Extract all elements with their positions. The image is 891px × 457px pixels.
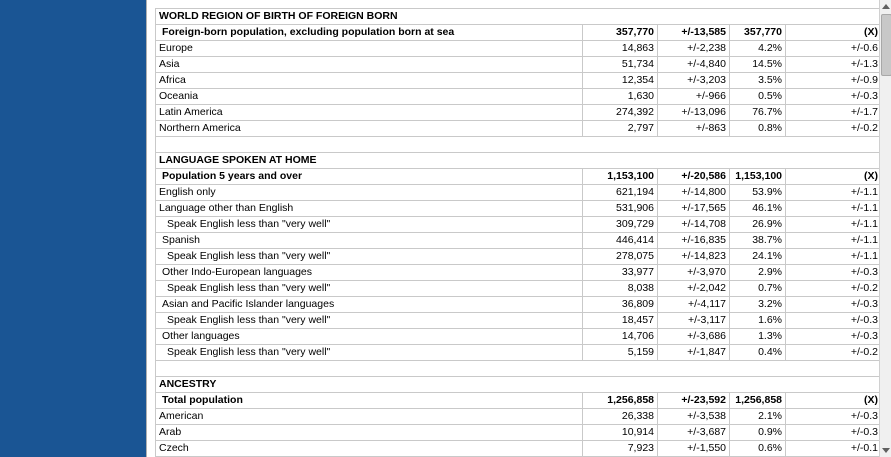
table-row [156,297,881,313]
table-row [156,217,881,233]
row-estimate: 10,914 [583,425,658,441]
row-estimate: 7,923 [583,441,658,457]
section-header-row [156,393,881,409]
row-percent: 0.5% [730,89,786,105]
row-margin-of-error: +/-3,686 [658,329,730,345]
row-margin-of-error: +/-3,538 [658,409,730,425]
row-label: Czech [156,441,583,457]
table-row [156,41,881,57]
row-percent-margin-of-error: +/-1.1 [786,185,881,201]
row-estimate: 18,457 [583,313,658,329]
section-header-row [156,169,881,185]
row-percent-margin-of-error: +/-1.1 [786,249,881,265]
row-label: Arab [156,425,583,441]
row-label: Speak English less than "very well" [156,313,583,329]
table-row [156,121,881,137]
row-label: Other languages [156,329,583,345]
row-percent: 2.1% [730,409,786,425]
scroll-down-icon[interactable] [882,448,890,453]
table-row [156,105,881,121]
spacer-cell [156,361,881,377]
row-percent: 0.9% [730,425,786,441]
row-estimate: 5,159 [583,345,658,361]
row-margin-of-error: +/-17,565 [658,201,730,217]
row-percent-margin-of-error: +/-1.1 [786,233,881,249]
row-label: Latin America [156,105,583,121]
row-label: Oceania [156,89,583,105]
row-estimate: 12,354 [583,73,658,89]
row-percent: 24.1% [730,249,786,265]
row-label: Europe [156,41,583,57]
spacer-cell [156,137,881,153]
table-row [156,233,881,249]
row-margin-of-error: +/-16,835 [658,233,730,249]
row-margin-of-error: +/-3,117 [658,313,730,329]
table-row [156,249,881,265]
row-margin-of-error: +/-4,840 [658,57,730,73]
row-label: Africa [156,73,583,89]
row-percent: 38.7% [730,233,786,249]
header-estimate: 357,770 [583,25,658,41]
row-percent-margin-of-error: +/-0.3 [786,425,881,441]
header-margin-of-error: +/-13,585 [658,25,730,41]
row-percent-margin-of-error: +/-0.3 [786,297,881,313]
row-percent: 3.5% [730,73,786,89]
row-percent: 3.2% [730,297,786,313]
header-label: Population 5 years and over [156,169,583,185]
section-spacer [156,361,881,377]
row-percent: 0.4% [730,345,786,361]
table-row [156,281,881,297]
row-estimate: 309,729 [583,217,658,233]
row-percent: 76.7% [730,105,786,121]
table-row [156,329,881,345]
table-row [156,345,881,361]
row-label: English only [156,185,583,201]
row-percent: 0.7% [730,281,786,297]
row-percent: 14.5% [730,57,786,73]
table-row [156,73,881,89]
row-margin-of-error: +/-1,847 [658,345,730,361]
row-label: Asian and Pacific Islander languages [156,297,583,313]
row-estimate: 278,075 [583,249,658,265]
table-row [156,441,881,457]
section-header-row [156,25,881,41]
row-margin-of-error: +/-14,708 [658,217,730,233]
header-margin-of-error: +/-23,592 [658,393,730,409]
row-margin-of-error: +/-966 [658,89,730,105]
header-percent-margin-of-error: (X) [786,393,881,409]
header-estimate: 1,153,100 [583,169,658,185]
section-title-row [156,9,881,25]
row-percent: 1.6% [730,313,786,329]
row-estimate: 531,906 [583,201,658,217]
row-percent: 46.1% [730,201,786,217]
row-percent-margin-of-error: +/-0.3 [786,89,881,105]
row-margin-of-error: +/-14,800 [658,185,730,201]
data-table [155,8,880,457]
row-percent-margin-of-error: +/-0.3 [786,329,881,345]
header-margin-of-error: +/-20,586 [658,169,730,185]
row-percent: 53.9% [730,185,786,201]
row-estimate: 14,863 [583,41,658,57]
row-label: American [156,409,583,425]
row-percent-margin-of-error: +/-0.2 [786,345,881,361]
row-estimate: 2,797 [583,121,658,137]
header-percent: 1,153,100 [730,169,786,185]
section-spacer [156,137,881,153]
row-estimate: 1,630 [583,89,658,105]
table-row [156,265,881,281]
row-percent-margin-of-error: +/-1.1 [786,201,881,217]
header-percent: 1,256,858 [730,393,786,409]
row-margin-of-error: +/-3,687 [658,425,730,441]
row-label: Northern America [156,121,583,137]
data-table-container [146,0,880,457]
left-sidebar [0,0,146,457]
section-title: ANCESTRY [156,377,881,393]
header-label: Foreign-born population, excluding population born at sea [156,25,583,41]
row-percent-margin-of-error: +/-0.1 [786,441,881,457]
row-percent-margin-of-error: +/-0.3 [786,265,881,281]
row-percent-margin-of-error: +/-0.6 [786,41,881,57]
row-estimate: 51,734 [583,57,658,73]
row-margin-of-error: +/-3,203 [658,73,730,89]
row-estimate: 33,977 [583,265,658,281]
row-percent-margin-of-error: +/-0.2 [786,281,881,297]
row-margin-of-error: +/-14,823 [658,249,730,265]
scroll-up-icon[interactable] [882,4,890,9]
row-percent: 0.8% [730,121,786,137]
row-margin-of-error: +/-4,117 [658,297,730,313]
header-percent-margin-of-error: (X) [786,25,881,41]
row-percent-margin-of-error: +/-0.3 [786,409,881,425]
row-margin-of-error: +/-13,096 [658,105,730,121]
table-row [156,201,881,217]
scrollbar-thumb[interactable] [881,14,891,76]
row-label: Asia [156,57,583,73]
row-estimate: 446,414 [583,233,658,249]
row-percent-margin-of-error: +/-1.1 [786,217,881,233]
row-label: Speak English less than "very well" [156,249,583,265]
row-label: Speak English less than "very well" [156,345,583,361]
section-title: LANGUAGE SPOKEN AT HOME [156,153,881,169]
row-estimate: 8,038 [583,281,658,297]
row-estimate: 14,706 [583,329,658,345]
table-row [156,425,881,441]
section-title-row [156,153,881,169]
table-row [156,57,881,73]
row-estimate: 621,194 [583,185,658,201]
header-percent-margin-of-error: (X) [786,169,881,185]
table-row [156,185,881,201]
table-row [156,313,881,329]
row-margin-of-error: +/-2,238 [658,41,730,57]
section-title: WORLD REGION OF BIRTH OF FOREIGN BORN [156,9,881,25]
row-estimate: 26,338 [583,409,658,425]
header-percent: 357,770 [730,25,786,41]
row-margin-of-error: +/-863 [658,121,730,137]
row-label: Speak English less than "very well" [156,281,583,297]
row-percent-margin-of-error: +/-1.7 [786,105,881,121]
row-percent-margin-of-error: +/-0.2 [786,121,881,137]
row-margin-of-error: +/-2,042 [658,281,730,297]
table-row [156,409,881,425]
row-label: Other Indo-European languages [156,265,583,281]
row-estimate: 274,392 [583,105,658,121]
row-label: Speak English less than "very well" [156,217,583,233]
header-label: Total population [156,393,583,409]
vertical-scrollbar[interactable] [879,0,891,457]
row-percent: 0.6% [730,441,786,457]
row-estimate: 36,809 [583,297,658,313]
row-percent: 26.9% [730,217,786,233]
header-estimate: 1,256,858 [583,393,658,409]
row-percent: 4.2% [730,41,786,57]
table-row [156,89,881,105]
row-percent: 1.3% [730,329,786,345]
row-percent-margin-of-error: +/-1.3 [786,57,881,73]
row-margin-of-error: +/-1,550 [658,441,730,457]
row-percent-margin-of-error: +/-0.3 [786,313,881,329]
section-title-row [156,377,881,393]
row-margin-of-error: +/-3,970 [658,265,730,281]
row-percent-margin-of-error: +/-0.9 [786,73,881,89]
row-percent: 2.9% [730,265,786,281]
row-label: Language other than English [156,201,583,217]
row-label: Spanish [156,233,583,249]
